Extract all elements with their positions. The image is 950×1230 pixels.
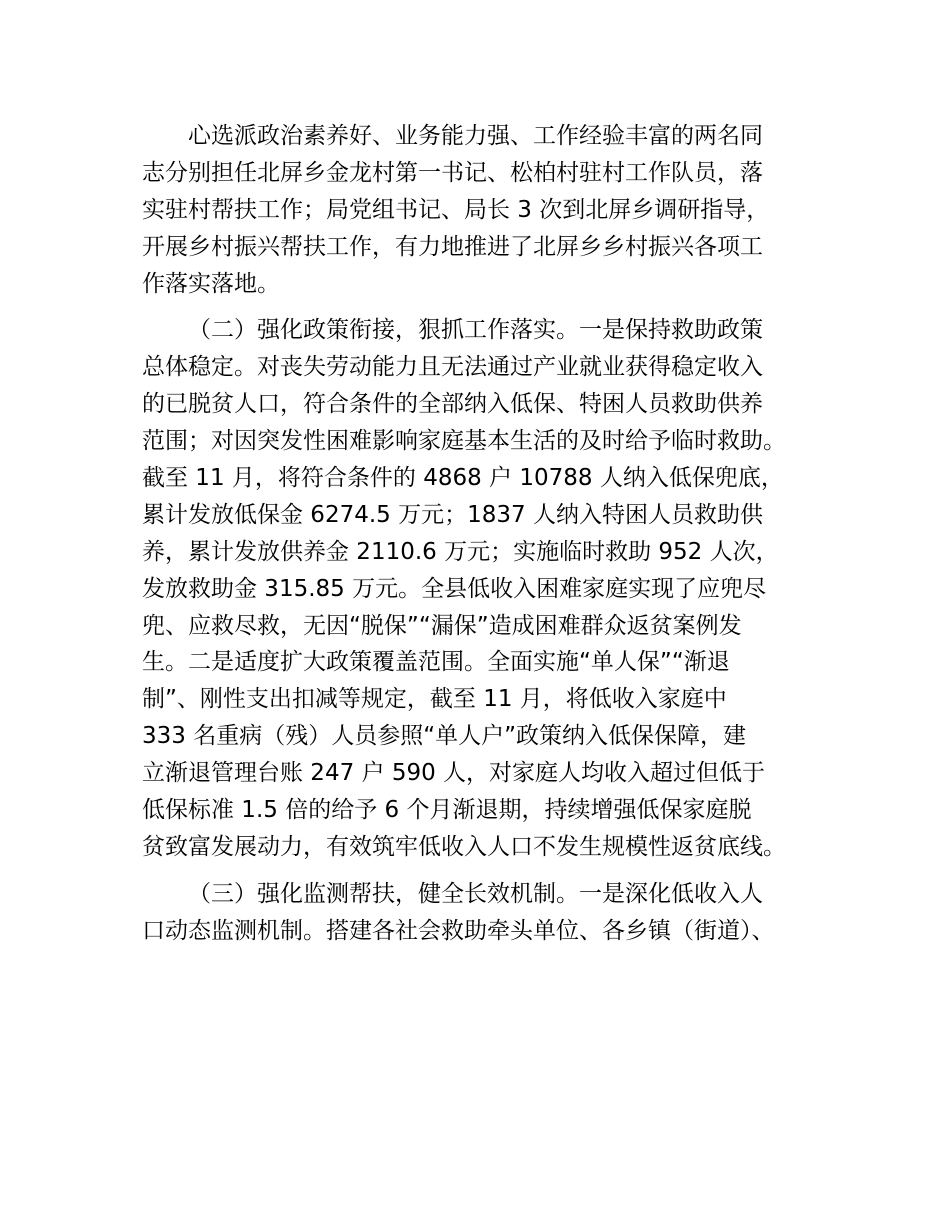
text-line: 低保标准 1.5 倍的给予 6 个月渐退期，持续增强低保家庭脱 [142,797,752,824]
text-line: 贫致富发展动力，有效筑牢低收入人口不发生规模性返贫底线。 [142,833,786,860]
paragraph-2 [142,312,842,865]
text-line: 生。二是适度扩大政策覆盖范围。全面实施“单人保”“渐退 [142,649,730,676]
text-line: 口动态监测机制。搭建各社会救助牵头单位、各乡镇（街道）、 [142,917,775,944]
document-body [142,118,842,950]
text-line: 志分别担任北屏乡金龙村第一书记、松柏村驻村工作队员，落 [142,159,763,186]
text-line: 累计发放低保金 6274.5 万元；1837 人纳入特困人员救助供 [142,501,763,528]
text-line: （二）强化政策衔接，狠抓工作落实。一是保持救助政策 [188,317,763,344]
text-line: 作落实落地。 [142,270,280,297]
text-line: 立渐退管理台账 247 户 590 人，对家庭人均收入超过但低于 [142,760,766,787]
text-line: 实驻村帮扶工作；局党组书记、局长 3 次到北屏乡调研指导， [142,196,770,223]
text-line: 总体稳定。对丧失劳动能力且无法通过产业就业获得稳定收入 [142,354,763,381]
text-line: 兜、应救尽救，无因“脱保”“漏保”造成困难群众返贫案例发 [142,612,742,639]
text-line: 333 名重病（残）人员参照“单人户”政策纳入低保保障，建 [142,723,747,750]
paragraph-1 [142,118,842,302]
text-line: （三）强化监测帮扶，健全长效机制。一是深化低收入人 [188,880,763,907]
text-line: 制”、刚性支出扣减等规定，截至 11 月，将低收入家庭中 [142,686,727,713]
paragraph-3 [142,876,842,950]
text-line: 范围；对因突发性困难影响家庭基本生活的及时给予临时救助。 [142,428,786,455]
text-line: 发放救助金 315.85 万元。全县低收入困难家庭实现了应兜尽 [142,575,767,602]
text-line: 截至 11 月，将符合条件的 4868 户 10788 人纳入低保兜底， [142,465,784,492]
text-line: 的已脱贫人口，符合条件的全部纳入低保、特困人员救助供养 [142,391,763,418]
text-line: 心选派政治素养好、业务能力强、工作经验丰富的两名同 [188,123,763,149]
text-line: 开展乡村振兴帮扶工作，有力地推进了北屏乡乡村振兴各项工 [142,233,763,260]
text-line: 养，累计发放供养金 2110.6 万元；实施临时救助 952 人次， [142,538,779,565]
